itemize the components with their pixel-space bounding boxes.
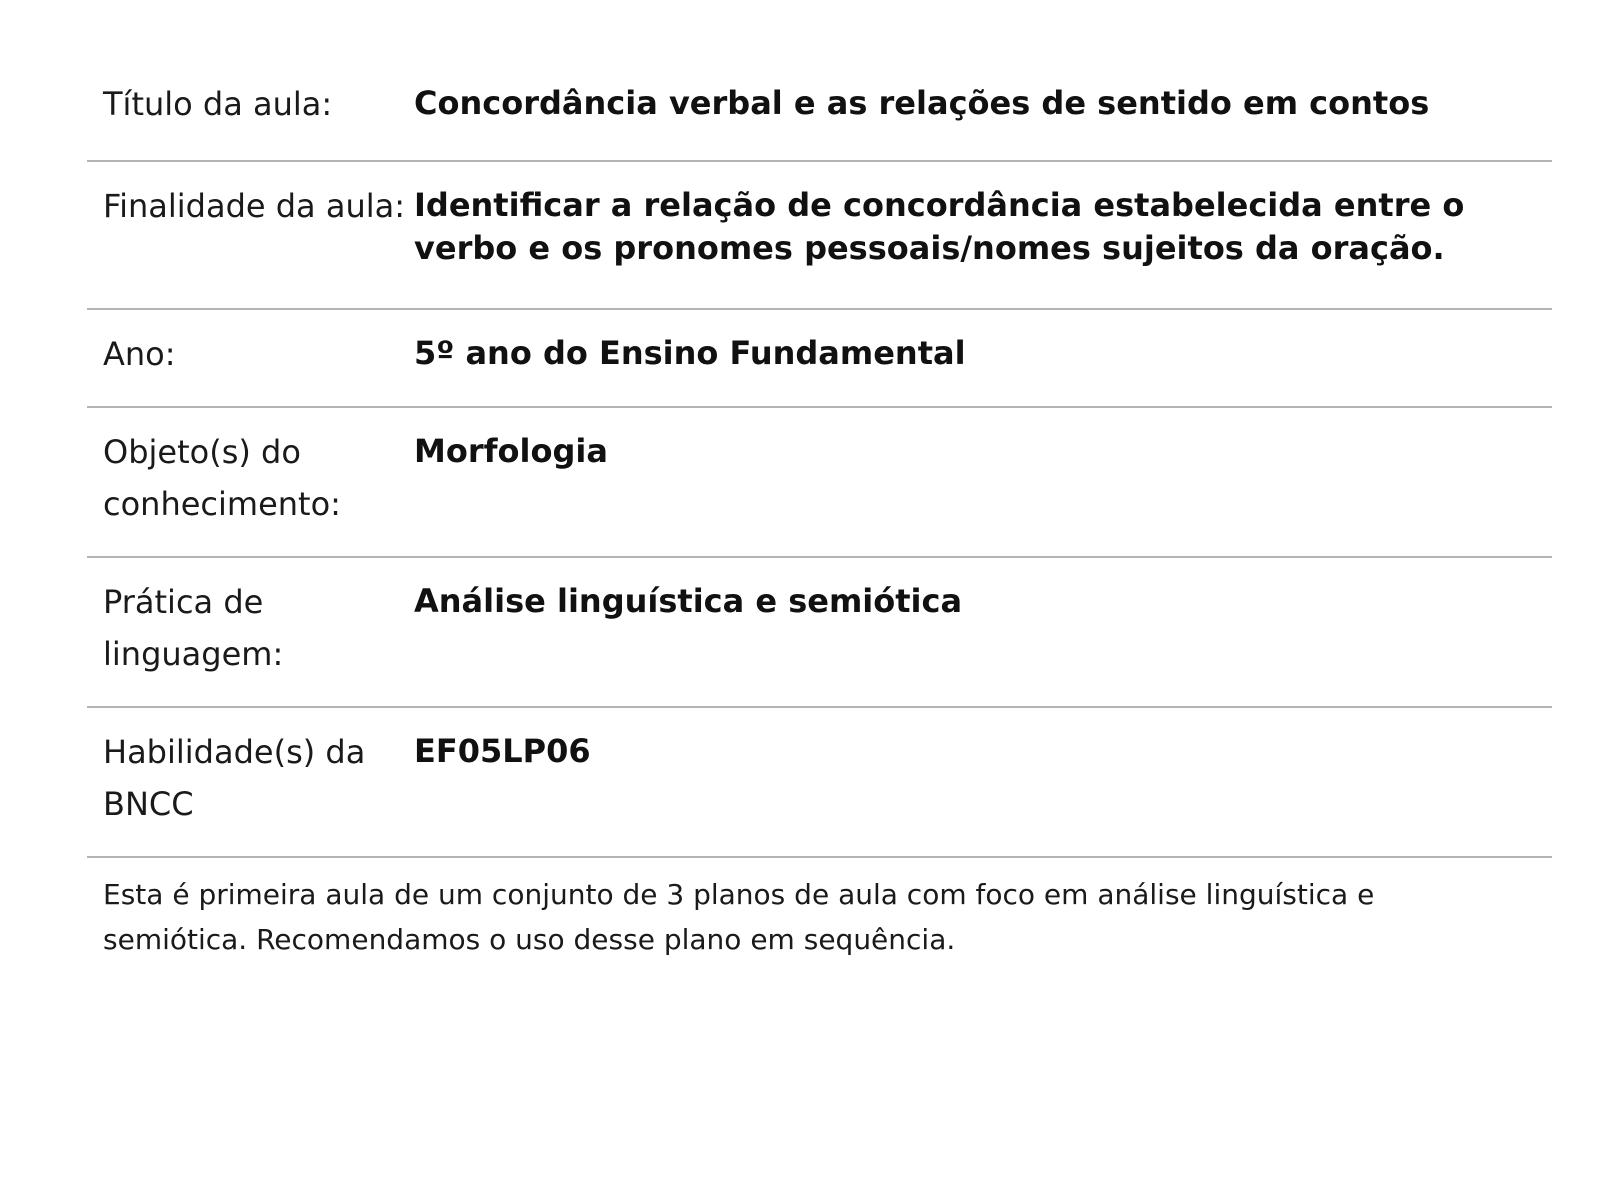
knowledge-object-row xyxy=(87,408,1552,558)
language-practice-value: Análise linguística e semiótica xyxy=(414,582,963,620)
language-practice-label: Prática de linguagem: xyxy=(103,583,284,673)
lesson-title-value: Concordância verbal e as relações de sentido em contos xyxy=(414,84,1430,122)
knowledge-object-label: Objeto(s) do conhecimento: xyxy=(103,433,341,523)
sequence-note: Esta é primeira aula de um conjunto de 3 planos de aula com foco em análise linguística e semiótica. Recomendamos o uso desse plano em sequência. xyxy=(103,878,1375,956)
school-year-label: Ano: xyxy=(103,335,176,373)
lesson-plan-document xyxy=(87,0,1552,962)
bncc-skill-value: EF05LP06 xyxy=(414,732,591,770)
lesson-title-label: Título da aula: xyxy=(103,85,333,123)
bncc-skill-row xyxy=(87,708,1552,858)
knowledge-object-value: Morfologia xyxy=(414,432,608,470)
lesson-title-row xyxy=(87,0,1552,162)
language-practice-row xyxy=(87,558,1552,708)
bncc-skill-label: Habilidade(s) da BNCC xyxy=(103,733,366,823)
school-year-row xyxy=(87,310,1552,408)
lesson-goal-value: Identificar a relação de concordância estabelecida entre o verbo e os pronomes pessoais/nomes sujeitos da oração. xyxy=(414,186,1465,267)
lesson-goal-row xyxy=(87,162,1552,310)
school-year-value: 5º ano do Ensino Fundamental xyxy=(414,334,966,372)
lesson-goal-label: Finalidade da aula: xyxy=(103,187,405,225)
